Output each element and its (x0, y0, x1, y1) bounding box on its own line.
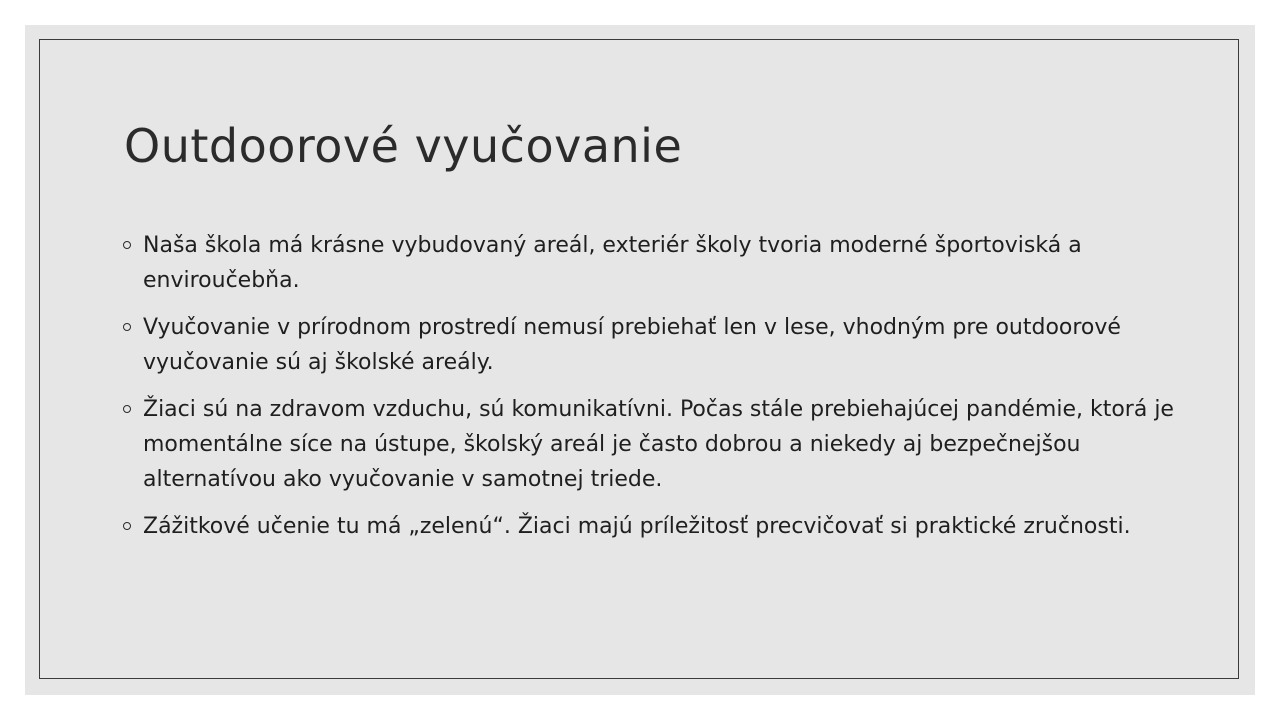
bullet-circle-icon (123, 323, 131, 331)
list-item (123, 310, 1183, 380)
list-item (123, 509, 1183, 544)
list-item (123, 392, 1183, 497)
slide-frame (39, 39, 1239, 679)
list-item (123, 228, 1183, 298)
bullet-text: Vyučovanie v prírodnom prostredí nemusí prebiehať len v lese, vhodným pre outdoorové vyučovanie sú aj školské areály. (143, 315, 1121, 375)
bullet-text: Naša škola má krásne vybudovaný areál, exteriér školy tvoria moderné športoviská a enviroučebňa. (143, 233, 1082, 293)
bullet-circle-icon (123, 241, 131, 249)
bullet-circle-icon (123, 405, 131, 413)
bullet-text: Žiaci sú na zdravom vzduchu, sú komunikatívni. Počas stále prebiehajúcej pandémie, ktorá je momentálne síce na ústupe, školský areál je často dobrou a niekedy aj bezpečnejšou alternatívou ako vyučovanie v samotnej triede. (143, 397, 1174, 492)
slide-title: Outdoorové vyučovanie (124, 119, 683, 173)
bullet-text: Zážitkové učenie tu má „zelenú“. Žiaci majú príležitosť precvičovať si praktické zručnosti. (143, 514, 1131, 539)
slide-canvas (25, 25, 1255, 695)
bullet-circle-icon (123, 522, 131, 530)
bullet-list (123, 228, 1183, 556)
